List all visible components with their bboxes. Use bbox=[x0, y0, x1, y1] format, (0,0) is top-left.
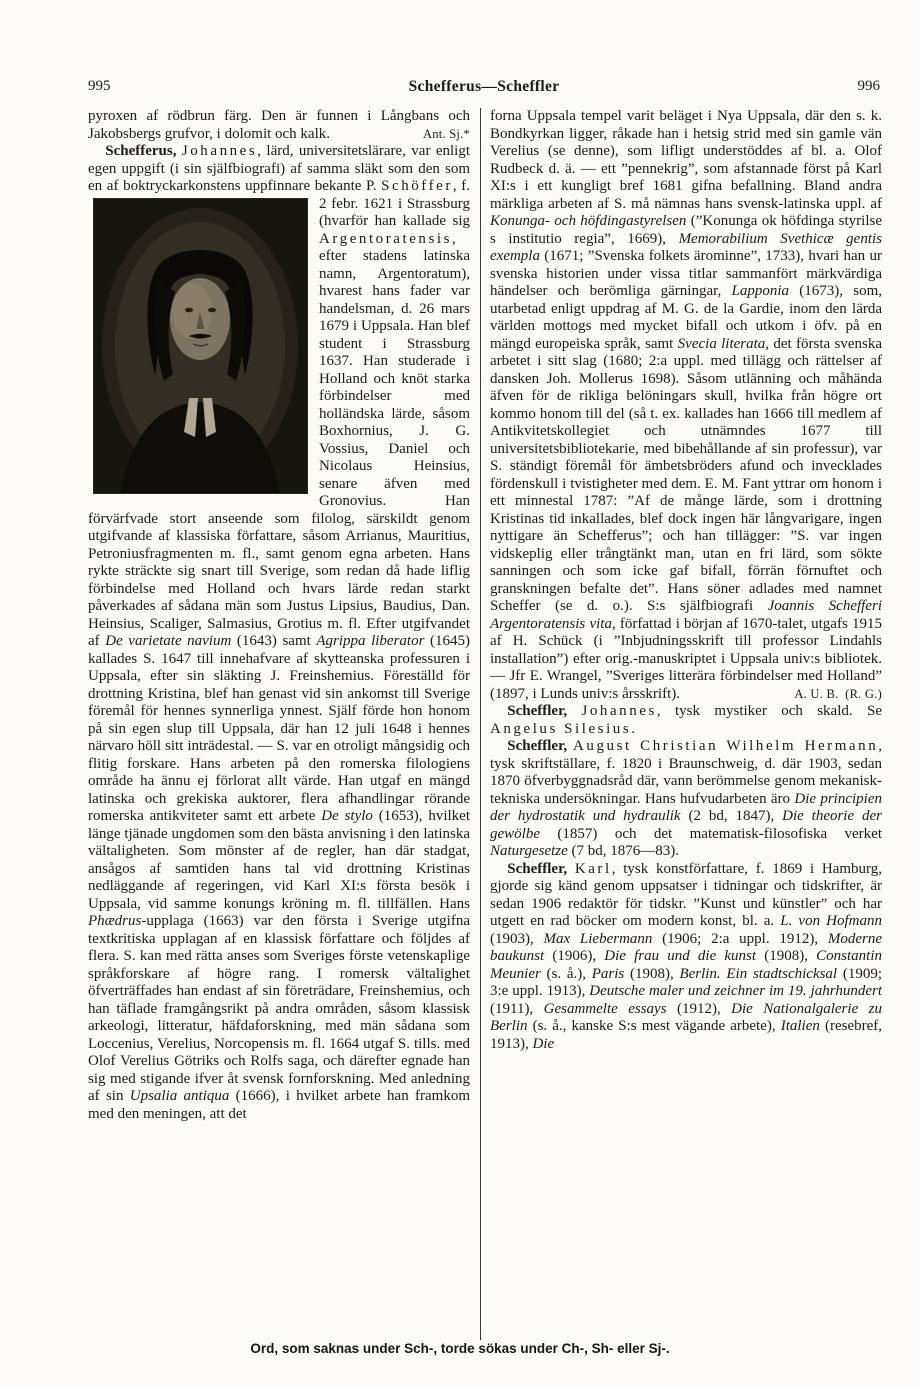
text-segment: (1908), bbox=[624, 965, 680, 982]
portrait-engraving bbox=[94, 199, 307, 493]
text-segment: , tysk mystiker och skald. Se bbox=[656, 703, 882, 719]
text-segment: , efter stadens latinska namn, Argentoratum), hvarest hans fader var handelsman, d. 26 mars 1679 i Uppsala. Han blef student i Strassburg 1637. Han studerade i Holland och knöt starka förbindelser med holländska lärde, såsom Boxhornius, J. G. Vossius, Daniel och Nicolaus Heinsius, senare äfven med Gronovius. Han förvärfvade stort anseende som filolog, särskildt genom utgifvande af klassiska författare, såsom Arrianus, Mauritius, Petroniusfragmenten m. fl., samt genom egna arbeten. Hans rykte sträckte sig snart till Sverige, som redan då hade liflig förbindelse med Holland och hvars lärde redan starkt påverkades af sådana män som Justus Lipsius, Baudius, Dan. Heinsius, Scaliger, Salmasius, Grotius m. fl. Efter utgifvandet af bbox=[88, 230, 470, 649]
text-segment: Konunga- och höfdingastyrelsen bbox=[490, 213, 687, 229]
text-segment: Die bbox=[532, 1035, 555, 1052]
text-segment: (1906), bbox=[544, 948, 605, 964]
text-segment: A. U. B. (R. G.) bbox=[794, 686, 882, 701]
text-segment: Naturgesetze bbox=[490, 843, 568, 859]
portrait-image bbox=[94, 199, 307, 493]
text-segment: Scheffler, bbox=[507, 738, 574, 754]
text-segment: Angelus Silesius bbox=[490, 720, 632, 737]
text-segment: (2 bd, 1847), bbox=[680, 808, 783, 824]
text-segment: Johannes bbox=[181, 143, 258, 159]
text-segment: Lapponia bbox=[731, 283, 790, 299]
text-segment: Berlin. Ein stadtschicksal bbox=[679, 965, 838, 982]
entry-scheffler-johannes bbox=[490, 703, 882, 738]
text-segment: Argentoratensis bbox=[319, 230, 452, 247]
entry-schefferus-continuation bbox=[490, 108, 882, 703]
text-segment: Joannis Schefferi Argentoratensis vita bbox=[490, 598, 882, 632]
two-column-text bbox=[88, 108, 882, 1340]
text-segment: Johannes bbox=[581, 703, 657, 719]
text-segment: Die principien der hydrostatik und hydraulik bbox=[490, 790, 882, 824]
text-segment: , lärd, universitetslärare, var enligt egen uppgift (i sin själfbiografi) af samma släkt som den som en af boktryckarkonstens uppfinnare bekante P. bbox=[88, 143, 470, 194]
page-title: Schefferus—Scheffler bbox=[408, 78, 560, 95]
text-segment: (s. å., kanske S:s mest vägande arbete), bbox=[527, 1018, 781, 1034]
text-segment: . bbox=[631, 720, 635, 737]
text-segment: Italien bbox=[780, 1018, 820, 1034]
text-segment: Agrippa liberator bbox=[316, 633, 425, 649]
text-segment: (1645) kallades S. 1647 till innehafvare af skytteanska professuren i Uppsala, efter sin släkting J. Freinshemius. Föreställd för drottning Kristina, blef han genast vid sin ankomst till Sverige föremål för hennes synnerliga ynnest. Själf förde hon honom på sin egen slup till Uppsala, där han 12 juli 1648 i hennes närvaro höll sitt inträdestal. — S. var en otroligt mångsidig och flitig forskare. Hans arbeten på den romerska filologiens område ha ännu ej förlorat allt värde. Han utgaf en mängd latinska och grekiska auktorer, flera afhandlingar rörande romerska antikviteter samt ett arbete bbox=[88, 633, 470, 824]
text-segment: Moderne baukunst bbox=[490, 930, 882, 964]
entry-scheffler-august bbox=[490, 738, 882, 861]
text-segment: (1912), bbox=[666, 1000, 732, 1017]
page-footer bbox=[0, 1341, 920, 1356]
text-segment: , tysk konstförfattare, f. 1869 i Hamburg, gjorde sig känd genom uppsatser i tidningar och tidskrifter, är sedan 1906 redaktör för tidskr. ”Kunst und künstler” och har utgett en rad böcker om modern konst, bl. a. bbox=[490, 860, 882, 929]
text-segment: Constantin Meunier bbox=[490, 948, 882, 982]
text-segment: (1906; 2:a uppl. 1912), bbox=[652, 930, 828, 947]
text-segment: L. von Hofmann bbox=[780, 913, 882, 929]
page-number-right: 996 bbox=[857, 78, 880, 94]
text-segment: (1673), som, utarbetad enligt uppdrag af M. G. de la Gardie, inom den lärda världen mottogs med mycket bifall och utkom i öfv. på en mängd europeiska språk, samt bbox=[490, 283, 882, 352]
text-segment: Deutsche maler und zeichner im 19. jahrhundert bbox=[589, 983, 882, 999]
text-segment: (resebref, 1913), bbox=[490, 1018, 882, 1052]
text-segment: Karl bbox=[574, 860, 612, 877]
entry-pyroxen-continuation bbox=[88, 108, 470, 143]
text-segment: (1908), bbox=[756, 948, 817, 964]
text-segment: pyroxen af rödbrun färg. Den är funnen i Långbans och Jakobsbergs grufvor, i dolomit och kalk. bbox=[88, 108, 470, 142]
text-segment: Phædrus bbox=[88, 913, 142, 929]
entry-schefferus bbox=[88, 143, 470, 1123]
text-segment: (1643) samt bbox=[231, 633, 317, 649]
text-segment: , författad i början af 1670-talet, utgafs 1915 af H. Schück (i ”Inbjudningsskrift till professor Lindahls installation”) efter orig.-manuskriptet i Uppsala univ:s bibliotek. — Jfr E. Wrangel, ”Sveriges litterära förbindelser med Holland” (1897, i Lunds univ:s årsskrift). bbox=[490, 615, 882, 702]
text-segment: (1911), bbox=[490, 1000, 544, 1017]
text-segment: (s. å.), bbox=[540, 965, 592, 982]
text-segment: (7 bd, 1876—83). bbox=[567, 843, 680, 859]
text-segment: Gesammelte essays bbox=[543, 1000, 667, 1017]
page-number-left: 995 bbox=[88, 78, 111, 94]
text-segment: Ant. Sj.* bbox=[422, 126, 470, 141]
text-segment: Paris bbox=[591, 965, 625, 982]
text-segment: Scheffler, bbox=[507, 703, 582, 719]
page-header bbox=[88, 78, 880, 100]
text-segment: Upsalia antiqua bbox=[129, 1088, 230, 1104]
text-segment: Die theorie der gewölbe bbox=[490, 808, 882, 842]
text-segment: Schöffer bbox=[381, 178, 453, 194]
text-segment: De stylo bbox=[321, 808, 373, 824]
text-segment: (1903), bbox=[490, 930, 544, 947]
text-segment: De varietate navium bbox=[105, 633, 232, 649]
text-segment: (1671; ”Svenska folkets ärominne”, 1733), hvari han ur svenska historien under vissa titlar sammanfört märkvärdiga händelser och berömliga gärningar, bbox=[490, 248, 882, 299]
text-segment: Max Liebermann bbox=[543, 930, 653, 947]
text-segment: (1857) och det matematisk-filosofiska verket bbox=[540, 825, 882, 842]
text-segment: August Christian Wilhelm Hermann bbox=[573, 738, 879, 754]
entry-scheffler-karl bbox=[490, 861, 882, 1054]
text-segment: forna Uppsala tempel varit beläget i Nya Uppsala, där den s. k. Bondkyrkan ligger, råkade han i hetsig strid med sin gamle vän Verelius (se denne), som lifligt understöddes af bl. a. Olof Rudbeck d. ä. — ett ”pennekrig”, som afstannade först på Karl XI:s i ett kungligt bref 1681 gifna befallning. Bland andra märkliga arbeten af S. må nämnas hans svensk-latinska uppl. af bbox=[490, 108, 882, 212]
text-segment: febr. 1621 i Strassburg (hvarför han kallade sig bbox=[319, 195, 470, 229]
text-segment: Die Nationalgalerie zu Berlin bbox=[490, 1000, 882, 1034]
text-segment: -upplaga (1663) var den första i Sverige utgifna textkritiska upplagan af en klassisk författare och följdes af flera. S. kan med rätta anses som Sveriges förste vetenskaplige språkforskare af högre rang. I romersk vältalighet öfverträffades han endast af sin företrädare, Freinshemius, och han täflade framgångsrikt på andra områden, såsom klassisk arkeologi, litteratur, häfdaforskning, med män sådana som Loccenius, Verelius, Norcopensis m. fl. 1664 utgaf S. tills. med Olof Verelius Götriks och Rolfs saga, och därefter egnade han sig med stigande ifver åt svensk fornforskning. Med anledning af sin bbox=[88, 913, 470, 1104]
text-segment: , tysk skriftställare, f. 1820 i Braunschweig, d. där 1903, sedan 1870 öfverbyggnadsråd där, vann berömmelse genom mekanisk-tekniska undersökningar. Hans hufvudarbeten äro bbox=[490, 738, 882, 807]
text-segment: (1666), i hvilket arbete han framkom med den meningen, att det bbox=[88, 1088, 470, 1122]
left-column bbox=[88, 108, 480, 1340]
text-segment: (1653), hvilket länge tjänade ungdomen som den bästa anvisning i den latinska vältaligheten. Som mönster af de regler, han där stadgat, ansågos af samtiden hans tal vid drottning Kristinas nedläggande af regeringen, vid Karl XI:s första besök i Uppsala, vid samme konungs kröning m. fl. tillfällen. Hans bbox=[88, 808, 470, 912]
text-segment: Memorabilium Svethicæ gentis exempla bbox=[490, 230, 882, 264]
right-column bbox=[480, 108, 882, 1340]
text-segment: , det första svenska arbetet i sitt slag (1680; 2:a uppl. med tillägg och rättelser af dansken Joh. Mollerus 1698). Såsom utlänning och måhända äfven för de rikliga belöningars skull, hvilka från högre ort kommo honom till del (så t. ex. kallades han 1666 till medlem af Antikvitetskollegiet och utnämndes 1677 till universitetsbibliotekarie, med bibehållande af sin professur), var S. ständigt föremål för ämbetsbröders afund och invecklades fördenskull i tvistigheter med dem. E. M. Fant yttrar om honom i ett minnestal 1787: ”Af de månge lärde, som i drottning Kristinas tid inkallades, blef dock ingen här långvarigare, ingen nyttigare än Schefferus”; och han tillägger: ”S. var ingen vidskeplig eller trångtänkt man, utan en fri lärd, som sökte sanningen och som icke gaf bifall, förrän förnuftet och granskningen befalte det”. Hans söner adlades med namnet Scheffer (se d. o.). S:s själfbiografi bbox=[490, 335, 882, 614]
text-segment: Die frau und die kunst bbox=[604, 948, 757, 964]
text-segment: Schefferus, bbox=[105, 143, 182, 159]
text-segment: Svecia literata bbox=[677, 335, 766, 352]
text-segment: , f. 2 bbox=[319, 178, 470, 212]
text-segment: (”Konunga ok höfdinga styrilse s institutio regia”, 1669), bbox=[490, 213, 882, 247]
text-segment: Scheffler, bbox=[507, 860, 575, 877]
text-segment: (1909; 3:e uppl. 1913), bbox=[490, 965, 882, 999]
footer-note: Ord, som saknas under Sch-, torde sökas under Ch-, Sh- eller Sj-. bbox=[250, 1341, 670, 1356]
